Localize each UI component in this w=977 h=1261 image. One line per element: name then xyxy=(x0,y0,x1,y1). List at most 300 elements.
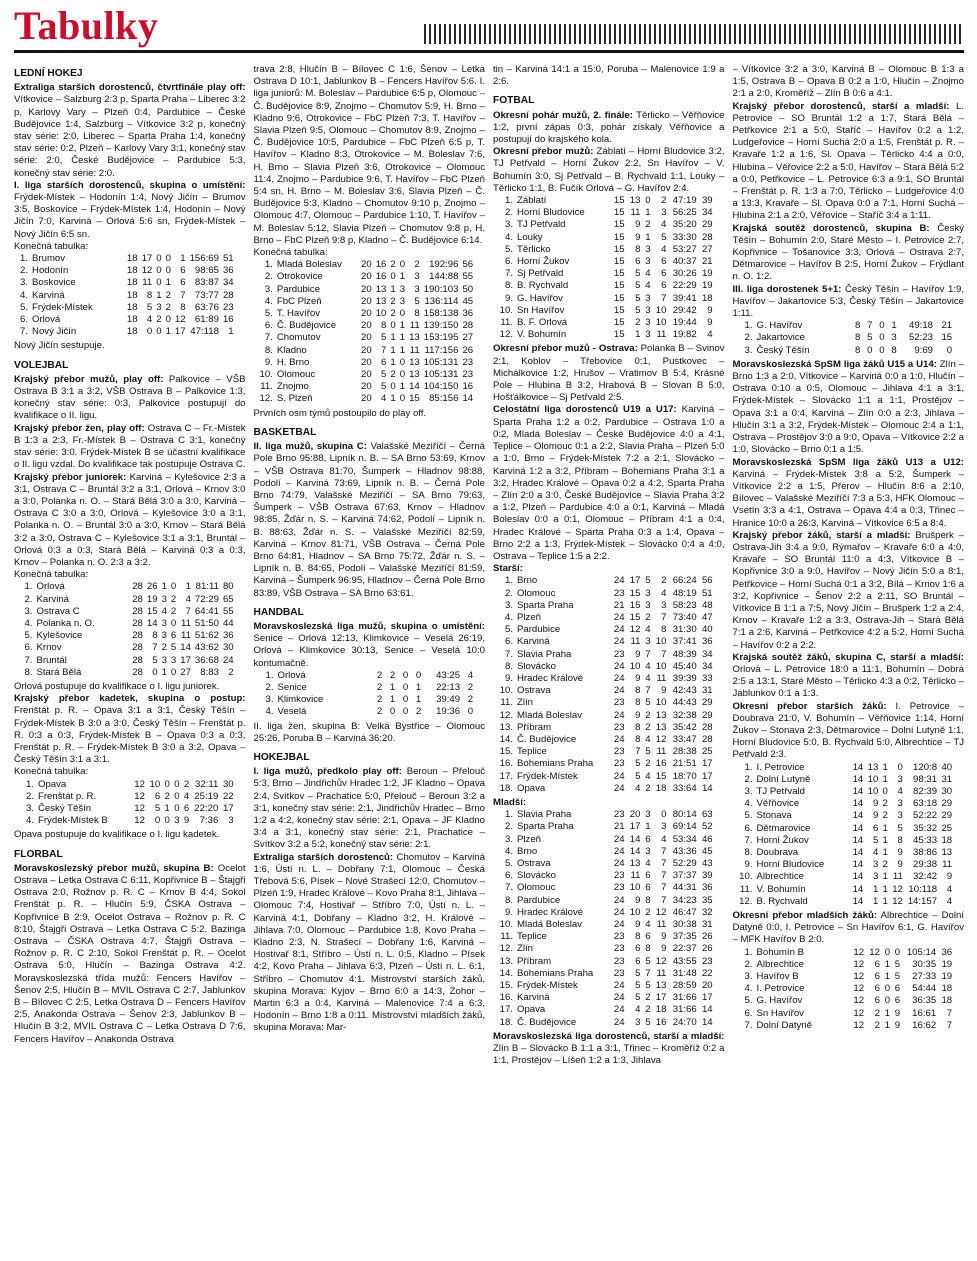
standings-row xyxy=(258,381,476,393)
stat-cell: 3 xyxy=(891,332,897,344)
stat-cell: 15 xyxy=(613,268,625,280)
stat-cell: 0 xyxy=(174,790,180,802)
standings-row xyxy=(258,682,476,694)
team-name: Doubrava xyxy=(756,847,799,858)
standings-row xyxy=(18,594,236,606)
stat-cell: 7 xyxy=(185,605,191,617)
stat-cell: 0 xyxy=(390,271,396,283)
stat-cell: 18 xyxy=(655,1004,667,1016)
stat-cell: 8 xyxy=(855,320,861,332)
stat-cell: 47:118 xyxy=(190,326,219,338)
team-name: Ostrava xyxy=(517,685,551,697)
standings-row xyxy=(497,710,715,722)
stat-cell: 8 xyxy=(635,931,641,943)
stat-cell: 1 xyxy=(884,1007,891,1019)
stat-cell: 5 xyxy=(381,369,387,381)
stat-cell: 23 xyxy=(462,369,474,381)
stat-cell: 9 xyxy=(872,810,879,822)
stat-cell: 18 xyxy=(126,277,138,289)
stat-cell: 4 xyxy=(183,790,190,802)
stat-cell: 1 xyxy=(882,822,888,834)
stat-cell: 1 xyxy=(390,332,396,344)
stat-cell: 53:27 xyxy=(672,243,697,255)
stat-cell: 4 xyxy=(645,919,651,931)
team-name: Hradec Králové xyxy=(517,672,584,684)
stat-cell: 0 xyxy=(170,666,177,678)
stat-cell: 1 xyxy=(390,393,396,405)
rank: 10. xyxy=(259,369,273,381)
stat-cell: 26 xyxy=(701,931,713,943)
competition-name: Moravskoslezská liga mužů, skupina o umístění: xyxy=(253,620,485,632)
team-name: Olomouc xyxy=(517,587,556,599)
team-name: B. F. Orlová xyxy=(517,317,568,329)
stat-cell: 2 xyxy=(183,778,190,790)
stat-cell: 20 xyxy=(361,332,372,344)
stat-cell: 7 xyxy=(661,894,667,906)
rank: 15. xyxy=(499,746,513,758)
team-name: Bohemians Praha xyxy=(517,758,594,770)
stat-cell: 23 xyxy=(462,356,474,368)
rank: 2. xyxy=(25,790,34,802)
rank: 5. xyxy=(504,858,513,869)
stat-cell: 23 xyxy=(613,697,625,709)
team-name: Orlová xyxy=(277,669,306,681)
stat-cell: 190:103 xyxy=(423,283,459,295)
team-name: Zlín xyxy=(517,697,533,709)
stat-cell: 5 xyxy=(645,575,651,587)
standings-row xyxy=(497,256,715,268)
team-name: Frýdek-Místek B xyxy=(38,815,108,827)
stat-cell: 15 xyxy=(629,599,641,611)
stat-cell: 52:22 xyxy=(913,810,938,822)
standings-row xyxy=(497,280,715,292)
stat-cell: 13 xyxy=(629,858,641,869)
team-name: Pardubice xyxy=(517,624,561,636)
stat-cell: 4 xyxy=(645,672,651,684)
stat-cell: 7 xyxy=(661,648,667,660)
stat-cell: 14 xyxy=(180,642,191,654)
stat-cell: 18 xyxy=(655,782,667,794)
stat-cell: 2 xyxy=(165,301,171,313)
stat-cell: 16:61 xyxy=(912,1007,937,1019)
stat-cell: 6 xyxy=(381,356,387,368)
stat-cell: 20 xyxy=(361,271,372,283)
stat-cell: 9 xyxy=(635,709,641,721)
stat-cell: 4 xyxy=(381,393,387,405)
stat-cell: 28 xyxy=(132,605,143,617)
result-paragraph xyxy=(733,284,965,321)
stat-cell: 23 xyxy=(613,882,625,894)
rank: 4. xyxy=(504,611,513,623)
stat-cell: 43:36 xyxy=(672,845,697,857)
team-name: I. Petrovice xyxy=(756,983,805,995)
stat-cell: 4 xyxy=(635,1004,641,1016)
stat-cell: 1 xyxy=(399,344,406,356)
team-name: Dětmarovice xyxy=(756,822,811,834)
standings-row xyxy=(737,762,955,774)
stat-cell: 45:33 xyxy=(913,834,938,846)
stat-cell: 32:42 xyxy=(913,871,938,883)
stat-cell: 17 xyxy=(701,992,713,1004)
team-name: Dolní Datyně xyxy=(756,1019,812,1031)
stat-cell: 23 xyxy=(613,931,625,943)
standings-table xyxy=(497,575,715,795)
stat-cell: 3 xyxy=(897,773,903,785)
stat-cell: 28:38 xyxy=(672,746,697,758)
stat-cell: 14 xyxy=(852,761,864,773)
stat-cell: 31:66 xyxy=(672,992,697,1004)
rank: 6. xyxy=(20,314,29,326)
stat-cell: 2 xyxy=(165,289,171,301)
competition-name: Okresní přebor mužů - Ostrava: xyxy=(493,343,638,355)
page-title: Tabulky xyxy=(14,3,159,48)
rank: 10. xyxy=(499,685,513,697)
team-name: Olomouc xyxy=(276,369,316,381)
stat-cell: 20 xyxy=(361,381,372,393)
team-name: Znojmo xyxy=(276,381,309,393)
team-name: Opava xyxy=(38,778,67,790)
standings-table xyxy=(18,779,236,828)
stat-cell: 10 xyxy=(655,697,667,709)
standings-row xyxy=(497,293,715,305)
stat-cell: 19 xyxy=(701,268,713,280)
stat-cell: 9 xyxy=(183,815,190,827)
stat-cell: 3 xyxy=(645,292,651,304)
stat-cell: 11 xyxy=(409,344,420,356)
stat-cell: 2 xyxy=(376,706,383,718)
stat-cell: 63 xyxy=(701,809,713,821)
rank: 1. xyxy=(744,761,753,773)
stat-cell: 28 xyxy=(132,593,143,605)
stat-cell: 9 xyxy=(894,1007,901,1019)
stat-cell: 33 xyxy=(701,672,713,684)
stat-cell: 11 xyxy=(630,870,641,882)
competition-name: Okresní přebor starších žáků: xyxy=(732,700,887,712)
standings-table xyxy=(497,809,715,1029)
stat-cell: 117:156 xyxy=(424,344,459,356)
stat-cell: 1 xyxy=(185,581,191,593)
standings-row xyxy=(497,722,715,734)
team-name: Pardubice xyxy=(517,894,561,906)
rank: 2. xyxy=(504,587,513,599)
stat-cell: 15 xyxy=(613,243,625,255)
stat-cell: 3 xyxy=(399,295,406,307)
rank: 1. xyxy=(504,809,513,821)
stat-cell: 29 xyxy=(701,219,713,231)
standings-row xyxy=(497,992,715,1004)
result-paragraph xyxy=(14,863,246,1046)
match-results: Ostrava C – Fr.-Místek B 1:3 a 2:3, Fr.-Místek B – Ostrava C 3:1, konečný stav série: 3:0. Frýdek-Místek B se účastní kvalifikace o II. ligu vzdal. Do kvalifikace tak postupuje Ostrava C. xyxy=(14,422,246,471)
stat-cell: 7 xyxy=(946,1007,953,1019)
standings-row xyxy=(18,302,236,314)
rank: 3. xyxy=(24,605,33,617)
stat-cell: 5 xyxy=(645,746,651,758)
stat-cell: 2 xyxy=(376,681,383,693)
standings-table xyxy=(737,762,955,908)
stat-cell: 15 xyxy=(629,587,641,599)
stat-cell: 17 xyxy=(174,326,186,338)
stat-cell: 48 xyxy=(701,599,713,611)
result-paragraph xyxy=(493,110,725,147)
stat-cell: 3 xyxy=(645,317,651,329)
stat-cell: 19:82 xyxy=(672,329,697,341)
stat-cell: 46 xyxy=(701,833,713,845)
stat-cell: 3 xyxy=(156,301,162,313)
stat-cell: 31:30 xyxy=(672,624,697,636)
team-name: Karviná xyxy=(36,593,70,605)
standings-row xyxy=(258,369,476,381)
stat-cell: 5 xyxy=(635,770,641,782)
team-name: Kylešovice xyxy=(36,630,83,642)
stat-cell: 39:49 xyxy=(436,694,461,706)
match-results: Frenštát p. R. – Opava 3:1 a 3:1, Český Těšín – Frýdek-Místek B 3:0 a 3:0, Český Těšín – Frenštát p. R. 0:3 a 0:3, Frýdek-Místek B – Opava 0:3 a 0:3, Frenštát p. R. – Frýdek-Místek B 3:0 a 3:2, Opava – Český Těšín 3:1 a 3:1. xyxy=(14,705,246,766)
team-name: Brno xyxy=(517,575,538,587)
rank: 6. xyxy=(504,256,513,268)
match-results: Karviná – Sparta Praha 1:2 a 0:2, Pardubice – Ostrava 1:0 a 0:2, Mladá Boleslav – České Budějovice 4:0 a 4:1, Teplice – Olomouc 0:1 a 2:2, Slavia Praha – Plzeň 5:0 a 1:0, Brno – Frýdek-Místek 7:2 a 2:1, Slovácko – Karviná 1:2 a 3:2, Příbram – Bohemians Praha 3:1 a 3:2, Hradec Králové – Opava 0:2 a 4:2, Sparta Praha – Zlín 2:0 a 3:0, České Budějovice – Slavia Praha 3:2 a 1:2, Plzeň – Pardubice 4:0 a 0:1, Karviná – Mladá Boleslav 0:0 a 0:1, Olomouc – Příbram 4:1 a 0:4, Hradec Králové – Sparta Praha 0:3 a 1:4, Opava – Brno 2:2 a 1:3, Frýdek-Místek – Slovácko 0:4 a 4:0, Ostrava – Teplice 1:5 a 2:2. xyxy=(493,404,725,562)
stat-cell: 0 xyxy=(884,946,891,958)
stat-cell: 12 xyxy=(853,971,865,983)
stat-cell: 39 xyxy=(701,195,713,207)
stat-cell: 14 xyxy=(146,617,158,629)
section-heading: FLORBAL xyxy=(14,848,63,860)
standings-row xyxy=(258,332,476,344)
standings-row xyxy=(497,588,715,600)
match-results: Orlová – L. Petrovice 18:0 a 11:1, Bohumín – Dobrá 2:5 a 13:1, Staré Město – Těrlicko 4:3 a 0:2, Těrlicko – Jablunkov 0:1 a 1:3. xyxy=(732,663,964,700)
stat-cell: 5 xyxy=(381,381,387,393)
stat-cell: 20 xyxy=(361,369,372,381)
rank: 10. xyxy=(499,919,513,931)
table-note: Orlová postupuje do kvalifikace o I. ligu juniorek. xyxy=(14,680,220,692)
stat-cell: 1 xyxy=(161,666,167,678)
standings-table xyxy=(18,581,236,679)
stat-cell: 7 xyxy=(381,344,387,356)
stat-cell: 64:41 xyxy=(194,605,219,617)
stat-cell: 5 xyxy=(645,955,651,967)
standings-row xyxy=(737,1008,955,1020)
standings-row xyxy=(18,277,236,289)
rank: 5. xyxy=(20,301,29,313)
standings-row xyxy=(497,219,715,231)
stat-cell: 7:36 xyxy=(199,815,219,827)
stat-cell: 12 xyxy=(655,906,667,918)
stat-cell: 3 xyxy=(414,283,420,295)
team-name: Bohumín B xyxy=(756,946,804,958)
stat-cell: 0 xyxy=(399,308,406,320)
stat-cell: 1 xyxy=(165,277,171,289)
stat-cell: 14 xyxy=(852,871,864,883)
result-paragraph xyxy=(254,721,486,745)
competition-name: Krajský přebor mužů, play off: xyxy=(14,373,164,385)
standings-row xyxy=(258,357,476,369)
rank: 9. xyxy=(264,356,273,368)
stat-cell: 33:30 xyxy=(672,231,697,243)
standings-row xyxy=(497,1017,715,1029)
team-name: Slovácko xyxy=(517,660,556,672)
stat-cell: 14 xyxy=(701,1016,713,1028)
stat-cell: 80:14 xyxy=(672,809,697,821)
stat-cell: 6 xyxy=(874,971,880,983)
stat-cell: 12 xyxy=(853,958,865,970)
stat-cell: 23 xyxy=(613,587,625,599)
section-heading: FOTBAL xyxy=(493,95,535,107)
team-name: Teplice xyxy=(517,931,547,943)
stat-cell: 30 xyxy=(222,778,234,790)
rank: 3. xyxy=(20,277,29,289)
result-paragraph xyxy=(493,404,725,563)
standings-row xyxy=(737,871,955,883)
stat-cell: 28 xyxy=(132,630,143,642)
rank: 3. xyxy=(504,599,513,611)
stat-cell: 9 xyxy=(707,317,713,329)
stat-cell: 0 xyxy=(402,694,409,706)
standings-row xyxy=(497,858,715,870)
team-name: Frýdek-Místek xyxy=(517,770,578,782)
stat-cell: 27 xyxy=(180,666,191,678)
stat-cell: 23 xyxy=(613,809,625,821)
standings-row xyxy=(258,694,476,706)
stat-cell: 8 xyxy=(897,834,903,846)
stat-cell: 1 xyxy=(882,834,888,846)
stat-cell: 22:29 xyxy=(672,280,697,292)
stat-cell: 3 xyxy=(897,798,903,810)
stat-cell: 2 xyxy=(661,195,667,207)
team-name: Zlín xyxy=(517,943,533,955)
stat-cell: 63:76 xyxy=(194,301,219,313)
team-name: Věřňovice xyxy=(756,798,800,810)
stat-cell: 28 xyxy=(222,289,234,301)
stat-cell: 1 xyxy=(645,231,651,243)
team-name: Chomutov xyxy=(276,332,321,344)
stat-cell: 144:88 xyxy=(429,271,459,283)
stat-cell: 29 xyxy=(701,697,713,709)
team-name: Senice xyxy=(277,681,307,693)
standings-row xyxy=(18,642,236,654)
stat-cell: 0 xyxy=(884,983,891,995)
stat-cell: 10 xyxy=(867,773,879,785)
stat-cell: 40:37 xyxy=(672,256,697,268)
stat-cell: 6 xyxy=(154,790,161,802)
rank: 9. xyxy=(504,672,513,684)
stat-cell: 15 xyxy=(613,329,625,341)
team-name: Sn Havířov xyxy=(517,304,565,316)
stat-cell: 7 xyxy=(661,845,667,857)
stat-cell: 4 xyxy=(946,883,953,895)
stat-cell: 14 xyxy=(852,859,864,871)
stat-cell: 2 xyxy=(376,694,383,706)
rank: 13. xyxy=(499,721,513,733)
stat-cell: 1 xyxy=(891,320,897,332)
stat-cell: 7 xyxy=(635,746,641,758)
rank: 2. xyxy=(20,265,29,277)
stat-cell: 0 xyxy=(879,320,885,332)
rank: 4. xyxy=(504,845,513,857)
team-name: Stonava xyxy=(756,810,792,822)
stat-cell: 15 xyxy=(146,605,158,617)
stat-cell: 34 xyxy=(701,207,713,219)
rank: 12. xyxy=(499,329,513,341)
stat-cell: 32:11 xyxy=(195,778,219,790)
stat-cell: 1 xyxy=(399,381,406,393)
stat-cell: 6 xyxy=(645,882,651,894)
stat-cell: 104:150 xyxy=(423,381,459,393)
stat-cell: 5 xyxy=(872,834,879,846)
team-name: Jakartovice xyxy=(756,332,806,344)
stat-cell: 6 xyxy=(645,870,651,882)
stat-cell: 7 xyxy=(661,882,667,894)
result-paragraph xyxy=(733,223,965,284)
stat-cell: 43:62 xyxy=(194,642,219,654)
team-name: T. Havířov xyxy=(276,308,321,320)
stat-cell: 5 xyxy=(146,301,153,313)
rank: 3. xyxy=(25,802,34,814)
rank: 4. xyxy=(504,231,513,243)
team-name: Mladá Boleslav xyxy=(517,919,583,931)
stat-cell: 17 xyxy=(222,802,234,814)
stat-cell: 34 xyxy=(701,660,713,672)
stat-cell: 8 xyxy=(645,894,651,906)
competition-name: Okresní pohár mužů, 2. finále: xyxy=(493,109,633,121)
stat-cell: 3 xyxy=(161,593,167,605)
stat-cell: 23 xyxy=(701,955,713,967)
team-name: Pardubice xyxy=(276,283,321,295)
stat-cell: 14:157 xyxy=(907,895,938,907)
stat-cell: 2 xyxy=(467,694,474,706)
team-name: H. Brno xyxy=(276,356,310,368)
stat-cell: 5 xyxy=(154,802,161,814)
stat-cell: 66:24 xyxy=(672,575,697,587)
match-results: L. Petrovice – SO Bruntál 1:2 a 1:7, Stará Bělá – Petřkovice 2:1 a 5:0, Staříč – Havířov 0:2 a 1:2, Ludgeřovice – Horní Suchá 2:0 a 1:5, Frenštát p. R. – Kravaře 1:2 a 1:6, Sl. Opava – Těrlicko 4:4 a 0:0, Hlubina – Věřovice 2:2 a 5:0, Havířov – Stará Bělá 5:2 a 0:0, Petřkovice – L. Petrovice 6:3 a 9:1, SO Bruntál – Frenštát p. R. 1:3 a 7:0, Těrlicko – Ludgeřovice 4:0 a 13:3, Kravaře – Sl. Opava 0:0 a 7:1, Horní Suchá – Hlubina 2:1 a 2:0, Věřovice – Staříč 3:4 a 1:11. xyxy=(732,100,964,222)
stat-cell: 19 xyxy=(146,593,158,605)
rank: 8. xyxy=(504,280,513,292)
stat-cell: 12 xyxy=(629,624,641,636)
rank: 6. xyxy=(744,1007,753,1019)
standings-row xyxy=(258,706,476,718)
stat-cell: 16 xyxy=(655,1016,667,1028)
team-name: Polanka n. O. xyxy=(36,617,95,629)
standings-row xyxy=(497,195,715,207)
stat-cell: 7 xyxy=(645,685,651,697)
standings-row xyxy=(18,618,236,630)
stat-cell: 12 xyxy=(174,314,186,326)
competition-name: Moravskoslezská liga dorostenců, starší a mladší: xyxy=(493,1030,725,1042)
standings-row xyxy=(497,895,715,907)
stat-cell: 19 xyxy=(941,958,953,970)
match-results: Palkovice – VŠB Ostrava B 3:1 a 3:2, VŠB Ostrava B – Palkovice 1:3, konečný stav série: 0:3, Palkovice postupují do kvalifikace o II. ligu. xyxy=(14,373,246,422)
stat-cell: 0 xyxy=(170,617,177,629)
team-name: Kladno xyxy=(276,344,307,356)
column-2 xyxy=(254,64,486,1254)
stat-cell: 9 xyxy=(897,847,903,858)
stat-cell: 2 xyxy=(645,709,651,721)
stat-cell: 14 xyxy=(852,798,864,810)
stat-cell: 28 xyxy=(132,642,143,654)
stat-cell: 136:114 xyxy=(424,295,459,307)
stat-cell: 51 xyxy=(222,253,234,265)
result-paragraph xyxy=(254,441,486,600)
stat-cell: 45 xyxy=(462,295,474,307)
stat-cell: 24 xyxy=(613,858,625,869)
team-name: Albrechtice xyxy=(756,871,804,883)
stat-cell: 38:86 xyxy=(913,847,938,858)
stat-cell: 98:31 xyxy=(913,773,938,785)
stat-cell: 0 xyxy=(402,669,409,681)
stat-cell: 52 xyxy=(701,821,713,833)
stat-cell: 5 xyxy=(635,992,641,1004)
rank: 1. xyxy=(264,259,273,271)
standings-row xyxy=(497,207,715,219)
stat-cell: 53:34 xyxy=(672,833,697,845)
stat-cell: 24 xyxy=(613,733,625,745)
